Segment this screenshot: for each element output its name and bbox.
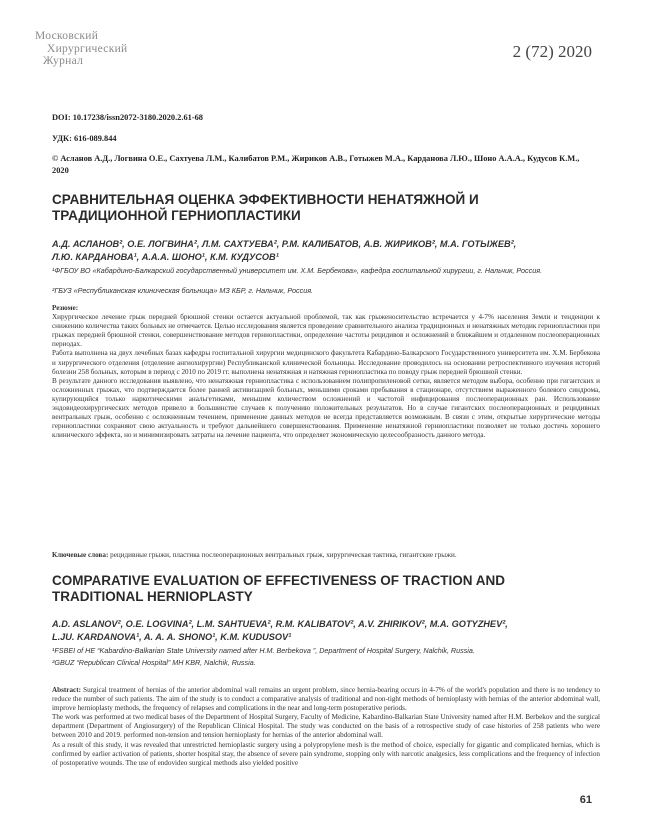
affiliation-ru-2: ²ГБУЗ «Республиканская клиническая больница» МЗ КБР, г. Нальчик, Россия. [52, 286, 314, 295]
affiliation-ru-1: ¹ФГБОУ ВО «Кабардино-Балкарский государственный университет им. Х.М. Бербекова», кафедра госпитальной хирургии, г. Нальчик, Россия. [52, 266, 543, 275]
title-en: COMPARATIVE EVALUATION OF EFFECTIVENESS OF TRACTION AND TRADITIONAL HERNIOPLASTY [52, 573, 506, 604]
abstract-en [52, 686, 600, 768]
title-ru: СРАВНИТЕЛЬНАЯ ОЦЕНКА ЭФФЕКТИВНОСТИ НЕНАТЯЖНОЙ И ТРАДИЦИОННОЙ ГЕРНИОПЛАСТИКИ [52, 192, 479, 223]
abstract-ru-label: Резюме: [52, 304, 79, 312]
doi: DOI: 10.17238/issn2072-3180.2020.2.61-68 [52, 113, 203, 122]
abstract-ru-p3: В результате данного исследования выявлено, что ненатяжная герниопластика с использованием полипропиленовой сетки, является методом выбора, особенно при гигантских и осложненных грыжах, что подтверждается более ранней активизацией больных, меньшими сроками пребывания в стационаре, отсутствием выраженного болевого синдрома, купирующийся только наркотическими анальгетиками, меньшим количеством осложнений и частотой инфицирования послеоперационных ран. Использование эндовидеохирургических методов привело в большинстве случаев к получению положительных результатов. Но в случае гигантских послеоперационных и рецидивных вентральных грыж, особенно с осложненным течением, применение данных методов не всегда представляется возможным. В связи с этим, открытые хирургические методы герниопластики сохраняют свою актуальность и требуют дальнейшего совершенствования. Применение ненатяжной герниопластики позволяет не только достичь хорошего клинического эффекта, но и минимизировать затраты на лечение пациента, что определяет экономическую целесообразность данного метода. [52, 376, 600, 440]
journal-name-line3: Журнал [43, 55, 84, 67]
abstract-en-p2: The work was performed at two medical bases of the Department of Hospital Surgery, Faculty of Medicine, Kabardino-Balkarian State University named after H.M. Berbekov and the surgical department (Department of Angiosurgery) of the Republican Clinical Hospital. The study was conducted on the basis of a retrospective study of case histories of 258 patients who were between 2010 and 2019. performed non-tension and tension hernioplasty for hernias of the anterior abdominal wall. [52, 713, 600, 740]
authors-ru [52, 238, 597, 264]
authors-en-line1: A.D. ASLANOV², O.E. LOGVINA², L.M. SAHTUEVA², R.M. KALIBATOV², A.V. ZHIRIKOV², M.A. GOTYZHEV², [52, 619, 508, 629]
abstract-en-p3: As a result of this study, it was revealed that unrestricted hernioplastic surgery using a polypropylene mesh is the method of choice, especially for gigantic and complicated hernias, which is confirmed by earlier activation of patients, shorter hospital stay, the absence of severe pain syndrome, stopping only with narcotic analgesics, less complications and the frequency of infection of postoperative wounds. The use of endovideo surgical methods also yielded positive [52, 740, 600, 767]
journal-name-line2: Хирургический [47, 42, 128, 55]
abstract-ru-p2: Работа выполнена на двух лечебных базах кафедры госпитальной хирургии медицинского факультета Кабардино-Балкарского Государственного университета им. Х.М. Бербекова и хирургического отделения (отделение ангиохирургии) Республиканской клинической больницы. Исследование проводилось на основании ретроспективного изучения историй болезни 258 больных, которым в период с 2010 по 2019 гг. выполнена ненатяжная и натяжная герниопластика по поводу грыж передней брюшной стенки. [52, 349, 600, 376]
abstract-ru-p1: Хирургическое лечение грыж передней брюшной стенки остается актуальной проблемой, так как грыженосительство встречается у 4-7% населения Земли и тенденции к снижению количества таких больных не отмечается. Целью исследования является проведение сравнительного анализа традиционных и ненатяжных методик герниопластики при грыжах передней брюшной стенки, совершенствование методов герниопластики, определение частоты рецидивов и осложнений в ближайшем и отдаленном послеоперационных периодах. [52, 313, 600, 349]
affiliation-en-1: ¹FSBEI of HE “Kabardino-Balkarian State University named after H.M. Berbekova ”, Department of Hospital Surgery, Nalchik, Russia. [52, 646, 475, 655]
authors-ru-line1: А.Д. АСЛАНОВ², О.Е. ЛОГВИНА², Л.М. САХТУЕВА², Р.М. КАЛИБАТОВ, А.В. ЖИРИКОВ², М.А. ГОТЫЖЕВ², [52, 239, 517, 249]
page-number: 61 [579, 794, 592, 806]
authors-en-line2: L.JU. KARDANOVA¹, A. A. A. SHONO¹, K.M. KUDUSOV¹ [52, 632, 292, 642]
journal-logo [35, 30, 145, 76]
copyright: © Асланов А.Д., Логвина О.Е., Сахтуева Л.М., Калибатов Р.М., Жириков А.В., Готыжев М.А., Карданова Л.Ю., Шоно А.А.А., Кудусов К.М., 2020 [52, 154, 580, 175]
keywords-ru-label: Ключевые слова: [52, 551, 109, 559]
affiliation-en-2: ²GBUZ “Republican Clinical Hospital” MH KBR, Nalchik, Russia. [52, 658, 256, 667]
authors-en [52, 618, 597, 644]
udk: УДК: 616-089.844 [52, 134, 117, 143]
abstract-en-label: Abstract: [52, 686, 81, 694]
journal-name-line1: Московский [35, 30, 99, 42]
abstract-en-p1: Surgical treatment of hernias of the anterior abdominal wall remains an urgent problem, since hernia-bearing occurs in 4-7% of the world's population and there is no tendency to reduce the number of such patients. The aim of the study is to conduct a comparative analysis of traditional and non-tight methods of hernioplasty with hernias of the anterior abdominal wall, improve hernioplasty methods, the frequency of relapses and complications in the near and long-term postoperative periods. [52, 686, 600, 713]
keywords-ru [52, 551, 600, 560]
abstract-ru [52, 304, 600, 440]
authors-ru-line2: Л.Ю. КАРДАНОВА¹, А.А.А. ШОНО¹, К.М. КУДУСОВ¹ [52, 252, 279, 262]
keywords-ru-text: рецидивные грыжи, пластика послеоперационных вентральных грыж, хирургическая тактика, гигантские грыжи. [110, 551, 457, 559]
issue-number: 2 (72) 2020 [512, 42, 592, 61]
